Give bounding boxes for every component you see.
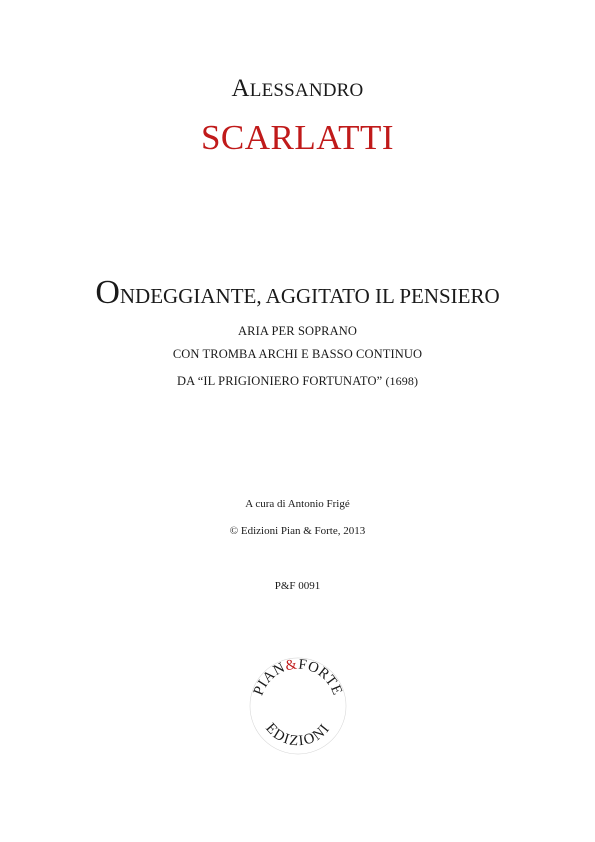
subtitle-source: DA “IL PRIGIONIERO FORTUNATO”	[176, 374, 383, 388]
subtitle-line-3	[0, 373, 595, 389]
catalog-number: P&F 0091	[274, 580, 321, 592]
subtitle-line-1: ARIA PER SOPRANO	[238, 324, 357, 338]
subtitle-line-2: CON TROMBA ARCHI E BASSO CONTINUO	[172, 347, 423, 361]
curator-credit: A cura di Antonio Frigé	[245, 498, 350, 510]
work-title-rest: NDEGGIANTE, AGGITATO IL PENSIERO	[119, 284, 500, 308]
svg-text:PIAN&FORTE: PIAN&FORTE	[250, 657, 346, 698]
copyright-notice: © Edizioni Pian & Forte, 2013	[229, 525, 366, 537]
composer-first-initial: A	[231, 75, 250, 102]
subtitle-year: (1698)	[385, 374, 419, 388]
composer-first-name	[0, 73, 595, 107]
composer-last-name: SCARLATTI	[200, 118, 395, 157]
work-title	[0, 275, 595, 314]
composer-first-rest: LESSANDRO	[249, 80, 364, 101]
work-title-initial: O	[95, 274, 120, 311]
svg-text:EDIZIONI: EDIZIONI	[262, 720, 334, 750]
publisher-logo	[249, 657, 347, 755]
